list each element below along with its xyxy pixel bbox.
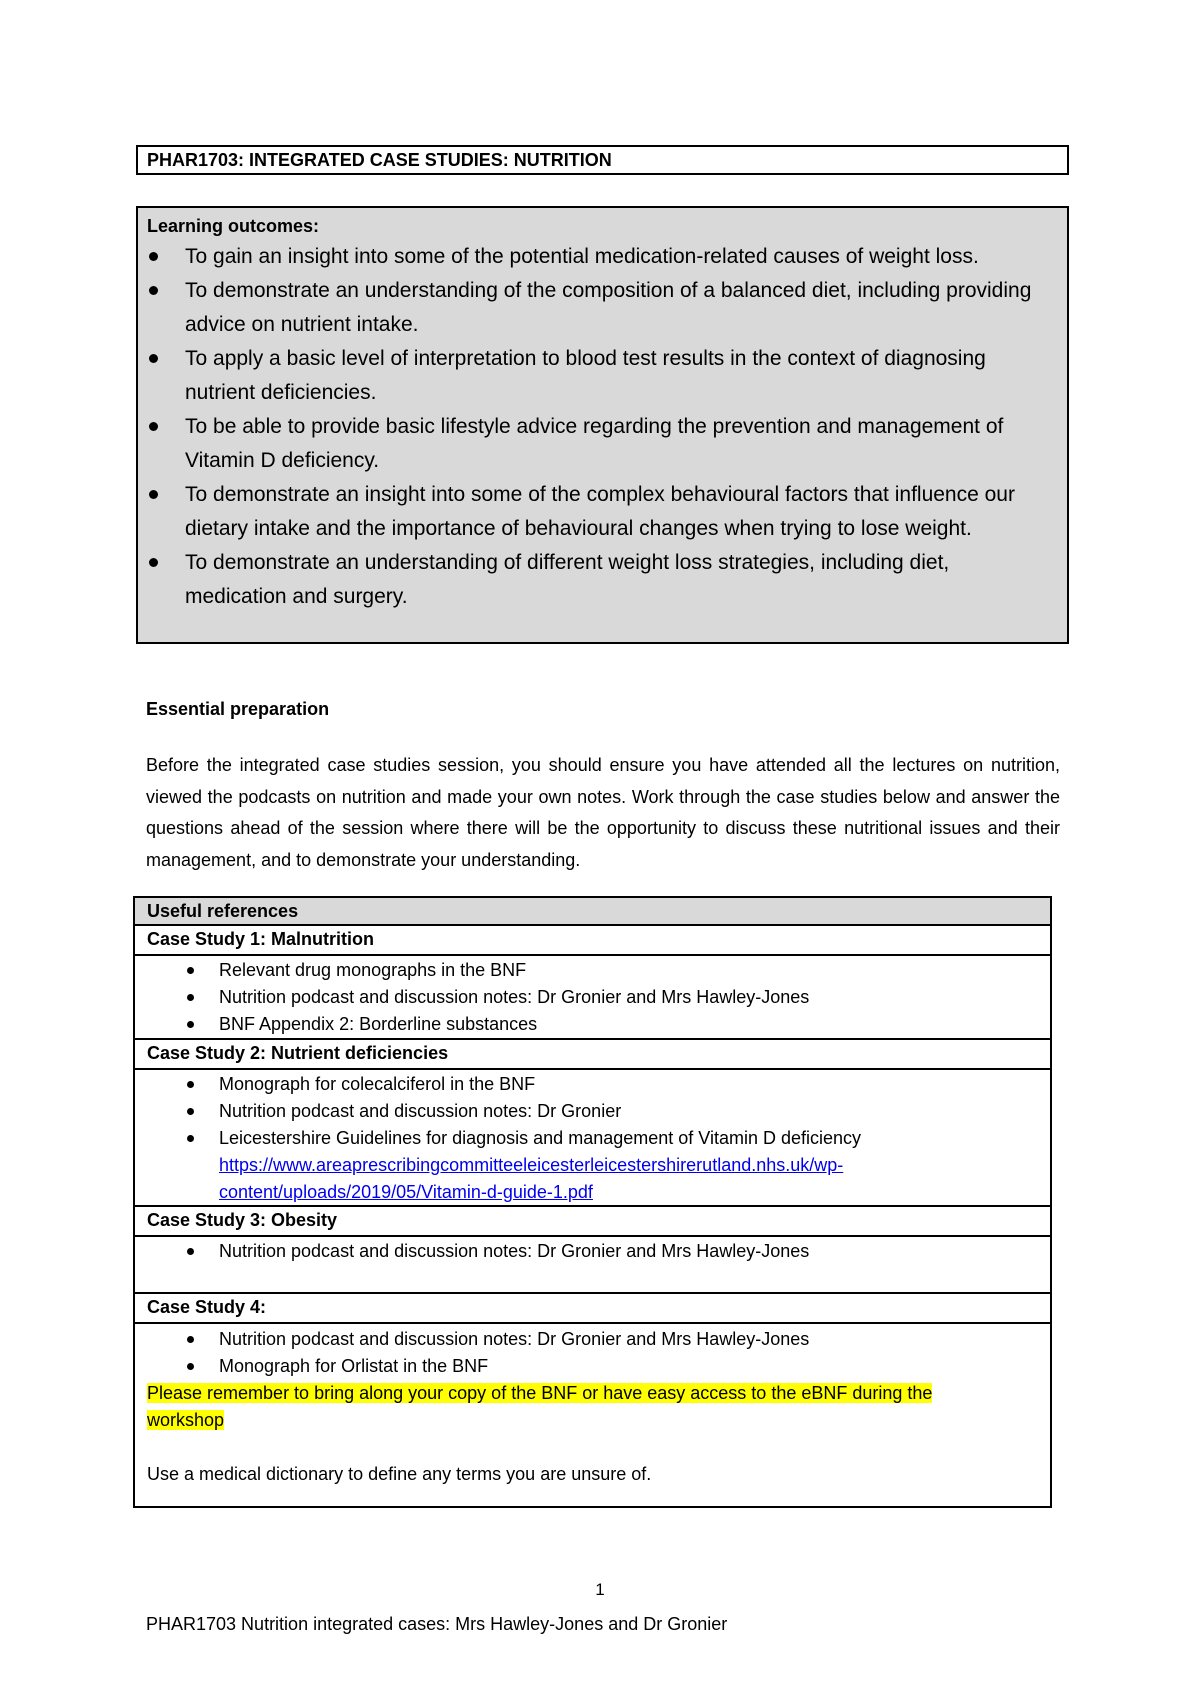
- case-study-3-references: [135, 1237, 1050, 1294]
- bullet-icon: [149, 252, 158, 261]
- list-item: To be able to provide basic lifestyle advice regarding the prevention and management of Vitamin D deficiency.: [147, 410, 1055, 478]
- useful-references-table: [133, 896, 1052, 1508]
- bullet-icon: [187, 1363, 194, 1370]
- case-study-4-title: Case Study 4:: [135, 1294, 1050, 1324]
- list-item: Leicestershire Guidelines for diagnosis and management of Vitamin D deficiency https://www.areaprescribingcommitteeleicesterleicestershirerutland.nhs.uk/wp- content/uploads/2019/05/Vitamin-d-guide-1.pdf: [147, 1125, 1050, 1206]
- list-item: Monograph for colecalciferol in the BNF: [147, 1071, 1050, 1098]
- page-number: 1: [595, 1580, 605, 1599]
- list-item: BNF Appendix 2: Borderline substances: [147, 1011, 1050, 1038]
- document-title: PHAR1703: INTEGRATED CASE STUDIES: NUTRITION: [136, 145, 1069, 175]
- page-footer: PHAR1703 Nutrition integrated cases: Mrs Hawley-Jones and Dr Gronier: [146, 1614, 728, 1634]
- learning-outcomes-heading: Learning outcomes:: [147, 216, 320, 236]
- list-item: Nutrition podcast and discussion notes: Dr Gronier and Mrs Hawley-Jones: [147, 1326, 1050, 1353]
- essential-preparation-paragraph: Before the integrated case studies session, you should ensure you have attended all the lectures on nutrition, viewed the podcasts on nutrition and made your own notes. Work through the case studies below and answer the questions ahead of the session where there will be the opportunity to discuss these nutritional issues and their management, and to demonstrate your understanding.: [146, 755, 1060, 870]
- bullet-icon: [187, 1135, 194, 1142]
- bullet-icon: [187, 1081, 194, 1088]
- list-item: To gain an insight into some of the potential medication-related causes of weight loss.: [147, 240, 1055, 274]
- list-item: To demonstrate an insight into some of the complex behavioural factors that influence our dietary intake and the importance of behavioural changes when trying to lose weight.: [147, 478, 1055, 546]
- bullet-icon: [187, 994, 194, 1001]
- list-item: Nutrition podcast and discussion notes: Dr Gronier and Mrs Hawley-Jones: [147, 984, 1050, 1011]
- useful-references-header: Useful references: [135, 898, 1050, 926]
- bullet-icon: [149, 354, 158, 363]
- bullet-icon: [149, 286, 158, 295]
- medical-dictionary-note: Use a medical dictionary to define any terms you are unsure of.: [147, 1464, 652, 1484]
- bullet-icon: [187, 1108, 194, 1115]
- bnf-reminder-line-2: workshop: [147, 1410, 225, 1430]
- list-item: Nutrition podcast and discussion notes: Dr Gronier: [147, 1098, 1050, 1125]
- bullet-icon: [149, 558, 158, 567]
- list-item: Monograph for Orlistat in the BNF: [147, 1353, 1050, 1380]
- list-item: To apply a basic level of interpretation to blood test results in the context of diagnosing nutrient deficiencies.: [147, 342, 1055, 410]
- learning-outcomes-box: [136, 206, 1069, 644]
- bullet-icon: [187, 967, 194, 974]
- vitamin-d-guide-link-continued[interactable]: content/uploads/2019/05/Vitamin-d-guide-1.pdf: [219, 1182, 593, 1202]
- vitamin-d-guide-link[interactable]: https://www.areaprescribingcommitteeleicesterleicestershirerutland.nhs.uk/wp-: [219, 1155, 844, 1175]
- bullet-icon: [149, 490, 158, 499]
- case-study-3-title: Case Study 3: Obesity: [135, 1207, 1050, 1237]
- case-study-4-references: [135, 1324, 1050, 1488]
- learning-outcomes-list: [147, 240, 1055, 614]
- essential-preparation-heading: Essential preparation: [146, 699, 330, 719]
- bullet-icon: [187, 1248, 194, 1255]
- bnf-reminder: [147, 1380, 1050, 1434]
- bullet-icon: [149, 422, 158, 431]
- bullet-icon: [187, 1336, 194, 1343]
- bullet-icon: [187, 1021, 194, 1028]
- case-study-1-references: [135, 956, 1050, 1040]
- case-study-1-title: Case Study 1: Malnutrition: [135, 926, 1050, 956]
- list-item: To demonstrate an understanding of different weight loss strategies, including diet, medication and surgery.: [147, 546, 1055, 614]
- list-item: Relevant drug monographs in the BNF: [147, 957, 1050, 984]
- bnf-reminder-line-1: Please remember to bring along your copy of the BNF or have easy access to the eBNF during the: [147, 1383, 933, 1403]
- case-study-2-references: [135, 1070, 1050, 1207]
- list-item: To demonstrate an understanding of the composition of a balanced diet, including providing advice on nutrient intake.: [147, 274, 1055, 342]
- list-item: Nutrition podcast and discussion notes: Dr Gronier and Mrs Hawley-Jones: [147, 1238, 1050, 1265]
- case-study-2-title: Case Study 2: Nutrient deficiencies: [135, 1040, 1050, 1070]
